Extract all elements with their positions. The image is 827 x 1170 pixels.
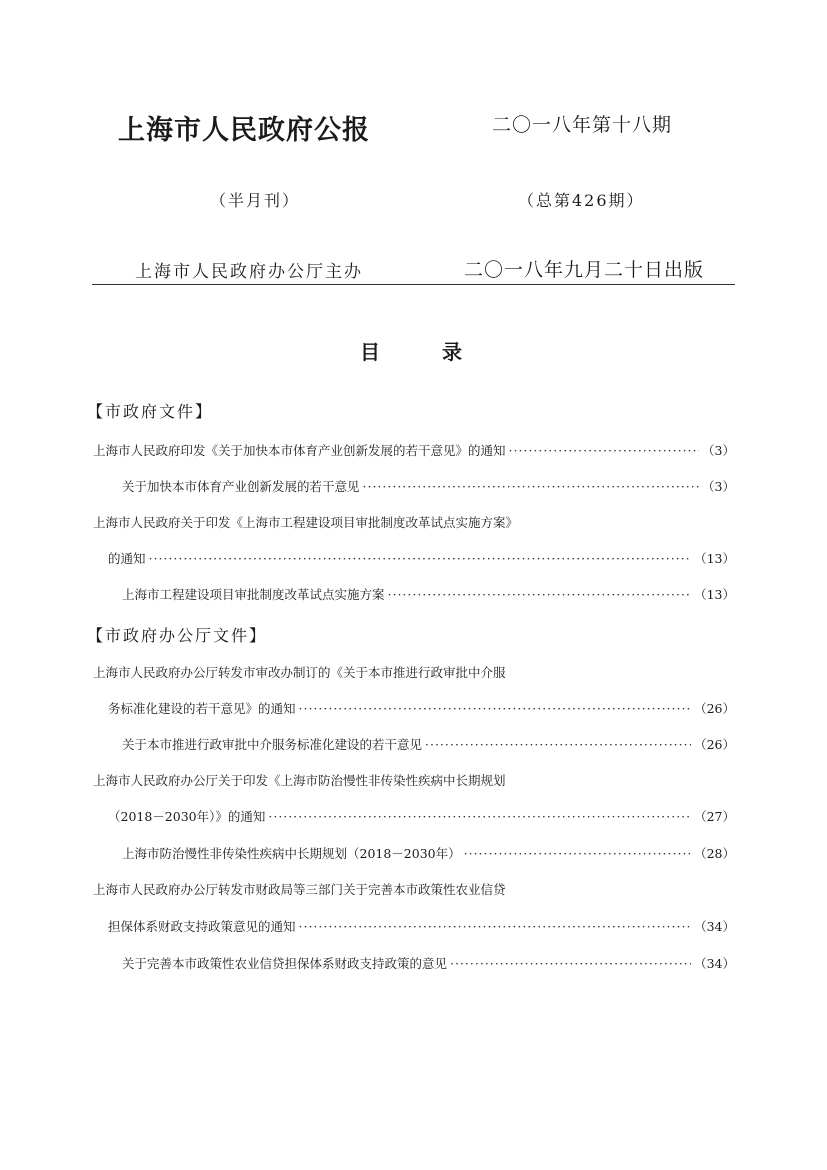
toc-page-number: （26） (694, 701, 735, 716)
toc-entry-title-line1[interactable]: 上海市人民政府关于印发《上海市工程建设项目审批制度改革试点实施方案》 (93, 515, 519, 530)
header-divider (92, 284, 735, 285)
toc-entry-title: 务标准化建设的若干意见》的通知 (108, 701, 296, 716)
gazette-title: 上海市人民政府公报 (118, 115, 370, 146)
toc-entry[interactable] (108, 701, 735, 717)
toc-entry[interactable] (122, 956, 735, 972)
toc-leader (363, 479, 700, 495)
toc-page-number: （13） (694, 587, 735, 602)
publish-date: 二〇一八年九月二十日出版 (464, 259, 705, 281)
toc-entry[interactable] (108, 919, 735, 935)
toc-entry[interactable] (122, 737, 735, 753)
toc-leader (268, 809, 691, 825)
toc-page-number: （34） (694, 956, 735, 971)
toc-leader (299, 701, 692, 717)
toc-entry-title: 上海市工程建设项目审批制度改革试点实施方案 (122, 587, 385, 602)
toc-entry-title-line1[interactable]: 上海市人民政府办公厅关于印发《上海市防治慢性非传染性疾病中长期规划 (93, 773, 506, 788)
toc-entry-title: 关于加快本市体育产业创新发展的若干意见 (122, 479, 360, 494)
toc-leader (149, 551, 692, 567)
toc-page-number: （26） (694, 737, 735, 752)
toc-page-number: （28） (694, 846, 735, 861)
toc-entry[interactable] (122, 846, 735, 862)
issue-number: 二〇一八年第十八期 (492, 114, 673, 136)
toc-entry-title: 的通知 (108, 551, 146, 566)
toc-entry[interactable] (108, 551, 735, 567)
toc-entry-title-line1[interactable]: 上海市人民政府办公厅转发市审改办制订的《关于本市推进行政审批中介服 (93, 665, 506, 680)
total-issue-number: （总第426期） (518, 191, 645, 210)
publication-frequency: （半月刊） (210, 191, 301, 210)
toc-entry[interactable] (93, 443, 735, 459)
toc-leader (388, 587, 692, 603)
toc-leader (425, 737, 691, 753)
toc-section-heading: 【市政府办公厅文件】 (87, 626, 268, 645)
toc-section-heading: 【市政府文件】 (87, 402, 214, 421)
toc-entry[interactable] (108, 809, 735, 825)
toc-entry-title-line1[interactable]: 上海市人民政府办公厅转发市财政局等三部门关于完善本市政策性农业信贷 (93, 882, 506, 897)
toc-entry-title: 关于完善本市政策性农业信贷担保体系财政支持政策的意见 (122, 956, 448, 971)
toc-heading: 目录 (360, 340, 524, 364)
toc-leader (509, 443, 700, 459)
toc-entry-title: 上海市防治慢性非传染性疾病中长期规划（2018－2030年） (122, 846, 461, 861)
toc-entry-title: 担保体系财政支持政策意见的通知 (108, 919, 296, 934)
toc-entry-title: 关于本市推进行政审批中介服务标准化建设的若干意见 (122, 737, 423, 752)
organizer: 上海市人民政府办公厅主办 (135, 262, 363, 282)
toc-page-number: （34） (694, 919, 735, 934)
toc-leader (299, 919, 692, 935)
toc-page-number: （27） (694, 809, 735, 824)
toc-entry[interactable] (122, 587, 735, 603)
toc-leader (450, 956, 691, 972)
toc-entry-title: （2018－2030年）》的通知 (108, 809, 266, 824)
toc-leader (464, 846, 691, 862)
toc-entry[interactable] (122, 479, 735, 495)
toc-page-number: （3） (702, 479, 735, 494)
toc-page-number: （3） (702, 443, 735, 458)
toc-entry-title: 上海市人民政府印发《关于加快本市体育产业创新发展的若干意见》的通知 (93, 443, 506, 458)
toc-page-number: （13） (694, 551, 735, 566)
